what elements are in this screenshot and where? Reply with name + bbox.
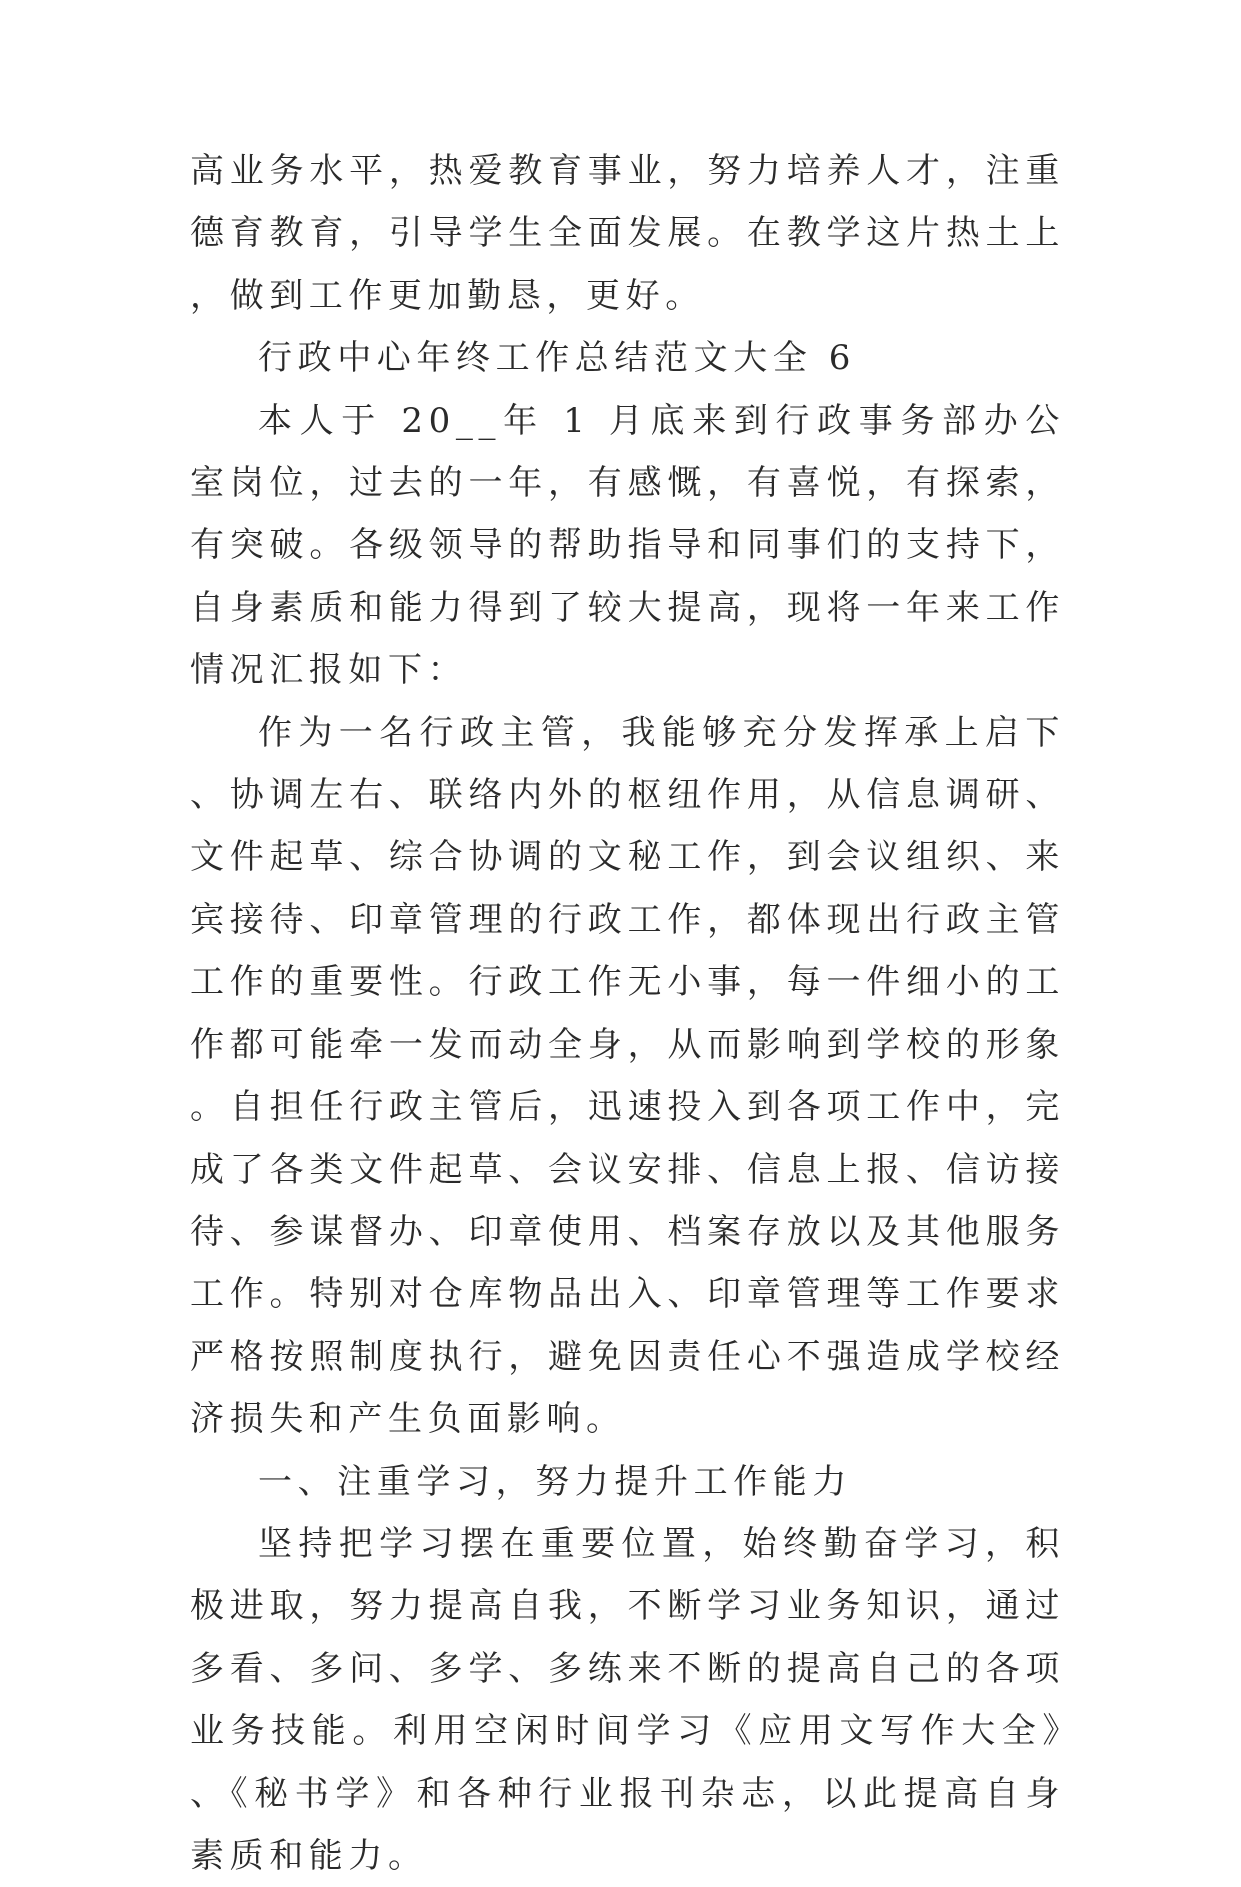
paragraph-duties: 作为一名行政主管，我能够充分发挥承上启下、协调左右、联络内外的枢纽作用，从信息调研、文件起草、综合协调的文秘工作，到会议组织、来宾接待、印章管理的行政工作，都体现出行政主管工作的重要性。行政工作无小事，每一件细小的工作都可能牵一发而动全身，从而影响到学校的形象。自担任行政主管后，迅速投入到各项工作中，完成了各类文件起草、会议安排、信息上报、信访接待、参谋督办、印章使用、档案存放以及其他服务工作。特别对仓库物品出入、印章管理等工作要求严格按照制度执行，避免因责任心不强造成学校经济损失和产生负面影响。 [190, 712, 1065, 1440]
paragraph-study: 坚持把学习摆在重要位置，始终勤奋学习，积极进取，努力提高自我，不断学习业务知识，通过多看、多问、多学、多练来不断的提高自己的各项业务技能。利用空闲时间学习《应用文写作大全》、《秘书学》和各种行业报刊杂志，以此提高自身素质和能力。 [190, 1523, 1065, 1876]
document-body [190, 140, 1065, 1887]
paragraph-continuation: 高业务水平，热爱教育事业，努力培养人才，注重德育教育，引导学生全面发展。在教学这片热土上，做到工作更加勤恳，更好。 [190, 151, 1065, 316]
section-title-6: 行政中心年终工作总结范文大全 6 [258, 338, 857, 379]
heading-study: 一、注重学习，努力提升工作能力 [258, 1461, 852, 1502]
paragraph-intro: 本人于 20__年 1 月底来到行政事务部办公室岗位，过去的一年，有感慨，有喜悦，有探索，有突破。各级领导的帮助指导和同事们的支持下，自身素质和能力得到了较大提高，现将一年来工作情况汇报如下： [190, 400, 1065, 691]
